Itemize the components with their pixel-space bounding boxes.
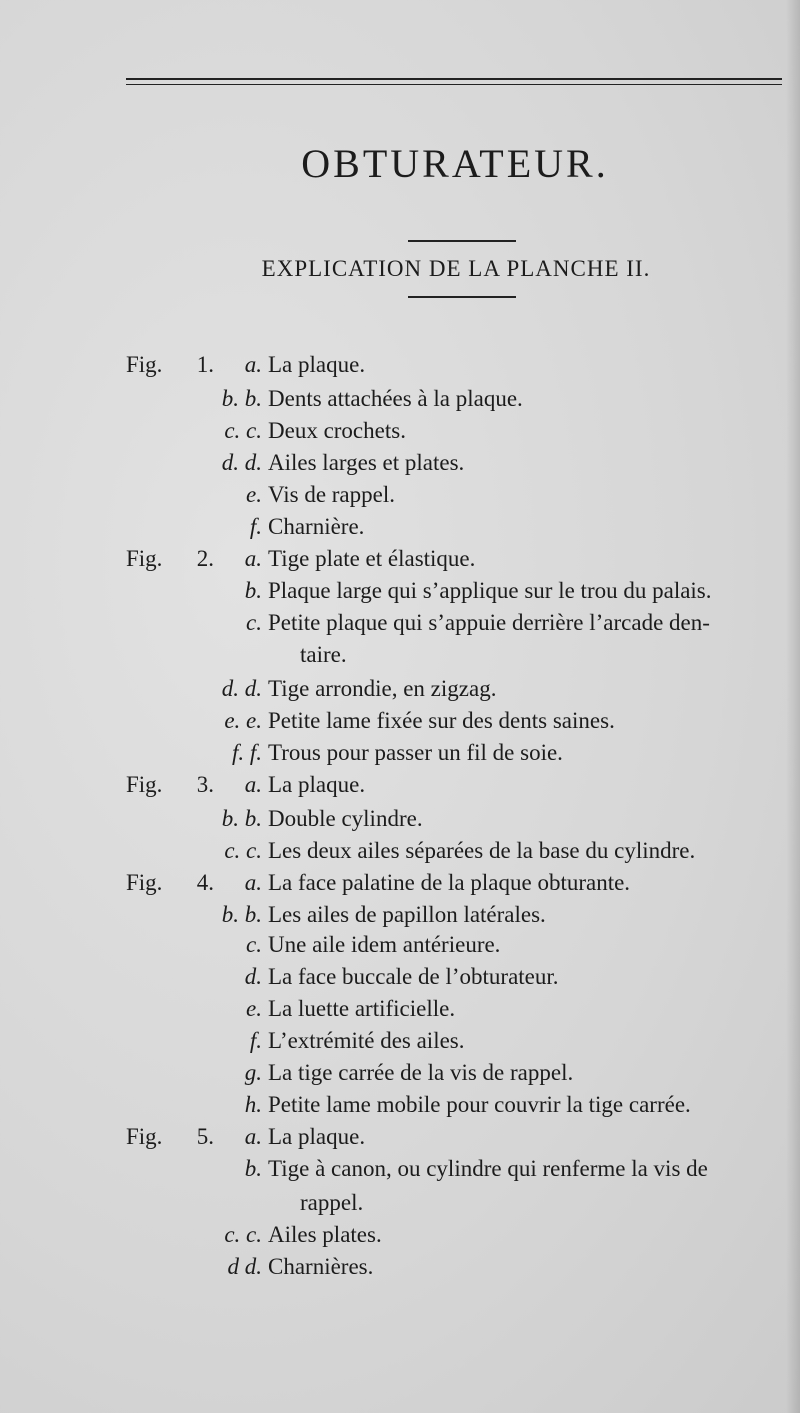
- reference-letter: c.: [246, 610, 262, 635]
- top-rule-thin: [126, 84, 782, 85]
- entry-text: Petite lame fixée sur des dents saines.: [268, 708, 615, 733]
- reference-letter: d. d.: [221, 676, 262, 701]
- entry-text: La plaque.: [268, 772, 366, 797]
- figure-number: 5.: [196, 1124, 214, 1149]
- reference-letter: f.: [249, 1028, 262, 1053]
- top-rule: [126, 78, 782, 80]
- entry-text: Une aile idem antérieure.: [268, 932, 501, 957]
- entry-text: Tige plate et élastique.: [268, 546, 476, 571]
- entry-text: Charnière.: [268, 514, 365, 539]
- reference-letter: c. c.: [224, 418, 262, 443]
- figure-label: Fig.: [126, 772, 163, 797]
- entry-text: Trous pour passer un fil de soie.: [268, 740, 563, 765]
- reference-letter: a.: [244, 772, 262, 797]
- figure-number: 1.: [196, 352, 214, 377]
- page-title: OBTURATEUR.: [301, 141, 609, 186]
- entry-text: Charnières.: [268, 1254, 374, 1279]
- entry-text: rappel.: [300, 1190, 364, 1215]
- reference-letter: b.: [244, 578, 262, 603]
- subtitle-rule-below: [408, 296, 516, 298]
- entry-text: Petite plaque qui s’appuie derrière l’arcade den-: [268, 610, 710, 635]
- entry-text: La face buccale de l’obturateur.: [268, 964, 559, 989]
- reference-letter: a.: [244, 546, 262, 571]
- page-subtitle: EXPLICATION DE LA PLANCHE II.: [261, 256, 651, 281]
- reference-letter: c. c.: [224, 1222, 262, 1247]
- reference-letter: e.: [246, 996, 262, 1021]
- figure-number: 4.: [196, 870, 214, 895]
- entry-text: taire.: [300, 642, 347, 667]
- reference-letter: a.: [244, 870, 262, 895]
- reference-letter: e. e.: [224, 708, 262, 733]
- reference-letter: a.: [244, 1124, 262, 1149]
- page-edge-shadow: [786, 0, 800, 1413]
- reference-letter: c. c.: [224, 838, 262, 863]
- figure-label: Fig.: [126, 546, 163, 571]
- reference-letter: g.: [244, 1060, 262, 1085]
- figure-label: Fig.: [126, 870, 163, 895]
- entry-text: Tige arrondie, en zigzag.: [268, 676, 497, 701]
- reference-letter: b. b.: [221, 902, 262, 927]
- reference-letter: b. b.: [221, 386, 262, 411]
- entry-text: La face palatine de la plaque obturante.: [268, 870, 631, 895]
- reference-letter: e.: [246, 482, 262, 507]
- entry-text: Ailes plates.: [268, 1222, 382, 1247]
- entry-text: La plaque.: [268, 1124, 366, 1149]
- reference-letter: f.: [249, 514, 262, 539]
- entry-text: L’extrémité des ailes.: [268, 1028, 465, 1053]
- entry-text: Double cylindre.: [268, 806, 423, 831]
- reference-letter: a.: [244, 352, 262, 377]
- entry-text: Vis de rappel.: [268, 482, 395, 507]
- entry-text: Dents attachées à la plaque.: [268, 386, 523, 411]
- reference-letter: d.: [244, 964, 262, 989]
- reference-letter: d. d.: [221, 450, 262, 475]
- entry-text: Deux crochets.: [268, 418, 406, 443]
- entry-text: Les ailes de papillon latérales.: [268, 902, 546, 927]
- entry-text: Plaque large qui s’applique sur le trou du palais.: [268, 578, 712, 603]
- entry-text: Tige à canon, ou cylindre qui renferme la vis de: [268, 1156, 708, 1181]
- figure-label: Fig.: [126, 352, 163, 377]
- entry-text: Ailes larges et plates.: [268, 450, 465, 475]
- entry-text: Petite lame mobile pour couvrir la tige carrée.: [268, 1092, 691, 1117]
- reference-letter: b.: [244, 1156, 262, 1181]
- reference-letter: c.: [246, 932, 262, 957]
- figure-number: 3.: [196, 772, 214, 797]
- subtitle-rule-above: [408, 240, 516, 242]
- figure-label: Fig.: [126, 1124, 163, 1149]
- reference-letter: d d.: [227, 1254, 262, 1279]
- entry-text: La luette artificielle.: [268, 996, 456, 1021]
- entry-text: La tige carrée de la vis de rappel.: [268, 1060, 574, 1085]
- entry-text: La plaque.: [268, 352, 366, 377]
- figure-number: 2.: [196, 546, 214, 571]
- reference-letter: b. b.: [221, 806, 262, 831]
- entry-text: Les deux ailes séparées de la base du cylindre.: [268, 838, 696, 863]
- reference-letter: f. f.: [231, 740, 262, 765]
- reference-letter: h.: [244, 1092, 262, 1117]
